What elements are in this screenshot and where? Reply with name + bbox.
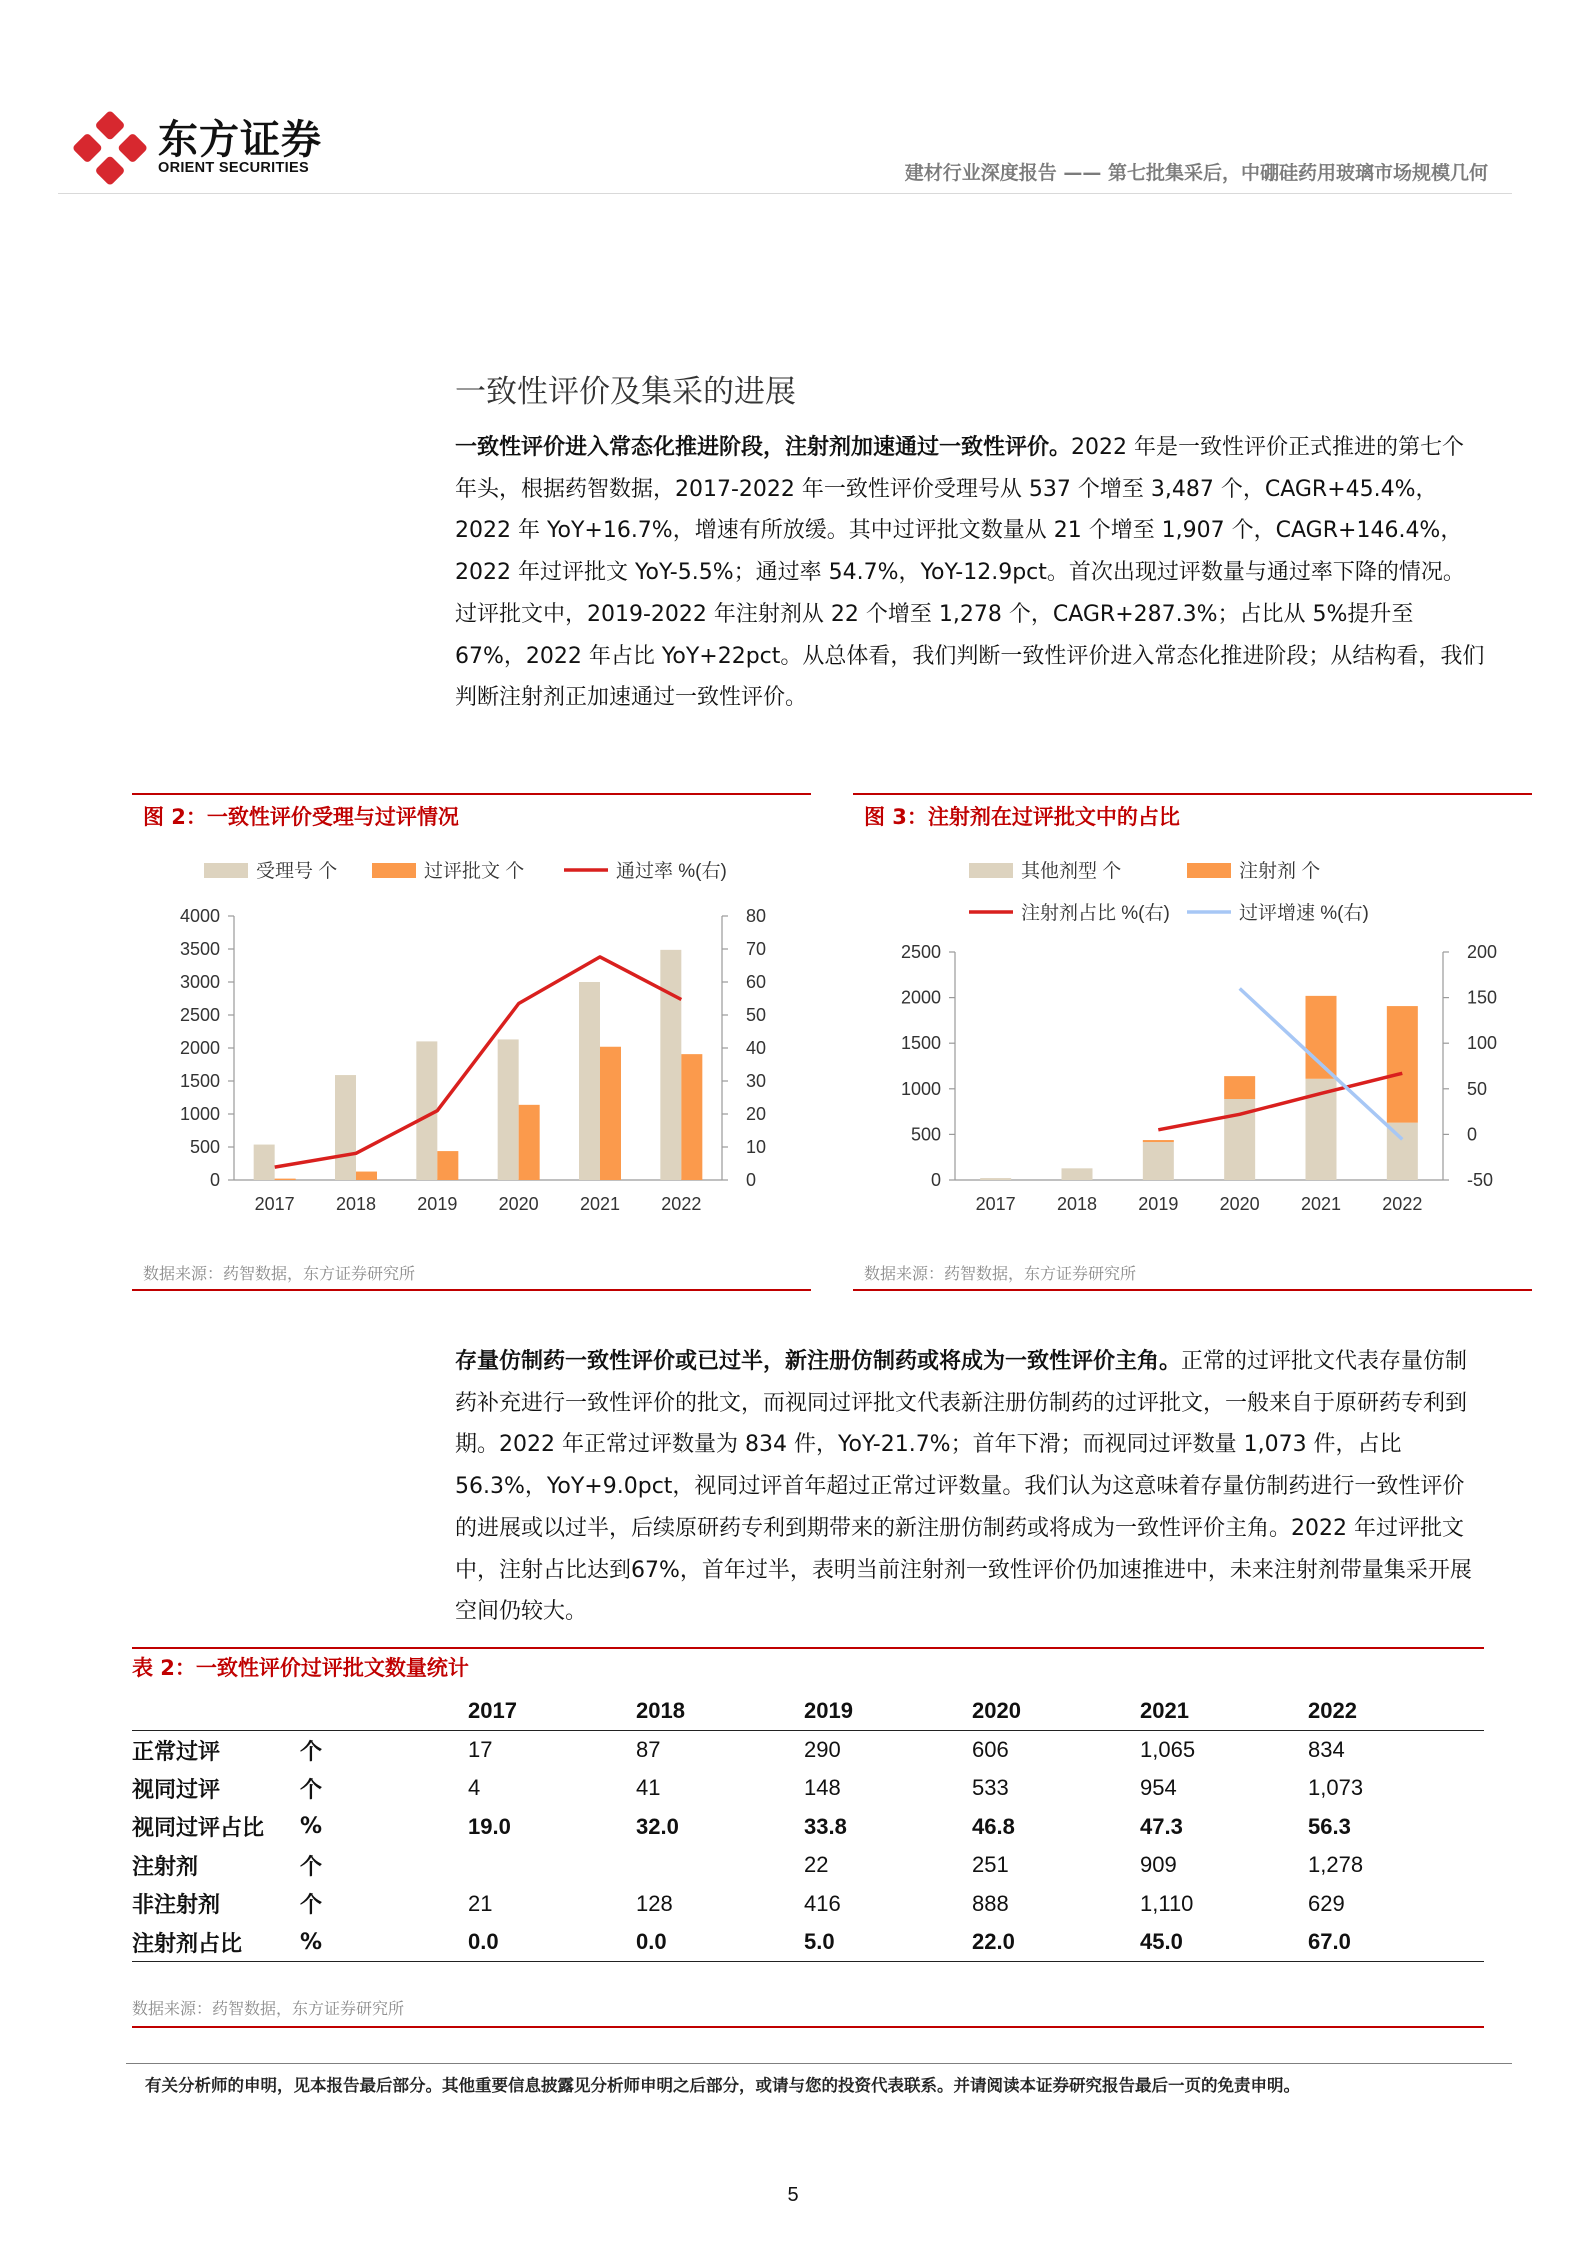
y-right-tick-label: 50 xyxy=(1467,1078,1488,1099)
table-cell: 533 xyxy=(972,1775,1009,1801)
legend-label: 过评增速 %(右) xyxy=(1239,903,1369,924)
fig2-source: 数据来源：药智数据，东方证券研究所 xyxy=(143,1264,416,1283)
table-cell: 45.0 xyxy=(1140,1923,1308,1962)
y-left-tick-label: 2500 xyxy=(900,942,941,962)
table-bottom-rule xyxy=(132,2026,1484,2028)
y-right-tick-label: 30 xyxy=(746,1071,767,1091)
table-row xyxy=(132,1731,1484,1770)
row-unit: % xyxy=(300,1923,468,1962)
table-cell: 33.8 xyxy=(804,1813,847,1839)
bar xyxy=(1143,1142,1174,1180)
header-2019: 2019 xyxy=(804,1692,972,1731)
footer-divider xyxy=(126,2063,1512,2064)
table-header-row xyxy=(132,1692,1484,1731)
x-tick-label: 2022 xyxy=(1382,1194,1423,1214)
legend-swatch xyxy=(969,863,1013,878)
brand-name-cn: 东方证券 xyxy=(158,117,322,163)
table-cell: 41 xyxy=(636,1775,661,1801)
y-left-tick-label: 1500 xyxy=(179,1071,220,1091)
table-cell: 22.0 xyxy=(972,1923,1140,1962)
table-cell: 629 xyxy=(1308,1890,1345,1916)
y-left-tick-label: 1000 xyxy=(179,1104,220,1124)
x-tick-label: 2022 xyxy=(661,1194,702,1214)
fig2-top-rule xyxy=(132,793,811,795)
x-tick-label: 2020 xyxy=(1219,1194,1260,1214)
bar xyxy=(1062,1168,1093,1180)
x-tick-label: 2019 xyxy=(417,1194,458,1214)
fig2-chart xyxy=(132,845,811,1257)
bar xyxy=(498,1039,519,1180)
header-2021: 2021 xyxy=(1140,1692,1308,1731)
x-tick-label: 2018 xyxy=(335,1194,377,1214)
table-cell: 128 xyxy=(636,1890,673,1916)
legend-label: 注射剂占比 %(右) xyxy=(1021,903,1170,924)
header-2022: 2022 xyxy=(1308,1692,1484,1731)
paragraph-1-body: 2022 年是一致性评价正式推进的第七个年头，根据药智数据，2017-2022 年一致性评价受理号从 537 个增至 3,487 个，CAGR+45.4%，2022 年 YoY+16.7%，增速有所放缓。其中过评批文数量从 21 个增至 1,907 个，CAGR+146.4%，2022 年过评批文 YoY-5.5%；通过率 54.7%，YoY-12.9pct。首次出现过评数量与通过率下降的情况。过评批文中，2019-2022 年注射剂从 22 个增至 1,278 个，CAGR+287.3%；占比从 5%提升至 67%，2022 年占比 YoY+22pct。从总体看，我们判断一致性评价进入常态化推进阶段；从结构看，我们判断注射剂正加速通过一致性评价。 xyxy=(455,435,1485,711)
x-tick-label: 2018 xyxy=(1056,1194,1098,1214)
paragraph-1-lead: 一致性评价进入常态化推进阶段，注射剂加速通过一致性评价。 xyxy=(455,435,1072,460)
header-unit-blank xyxy=(300,1692,468,1731)
header-blank xyxy=(132,1692,300,1731)
x-tick-label: 2019 xyxy=(1138,1194,1179,1214)
y-right-tick-label: 100 xyxy=(1467,1033,1498,1054)
orient-securities-logo-icon xyxy=(70,108,150,188)
table-cell: 909 xyxy=(1140,1852,1177,1878)
y-left-tick-label: 4000 xyxy=(179,906,220,926)
table-cell: 0.0 xyxy=(468,1923,636,1962)
y-right-tick-label: 0 xyxy=(746,1170,757,1190)
legend-label: 过评批文 个 xyxy=(424,861,525,882)
fig3-chart xyxy=(853,845,1532,1257)
legend-label: 其他剂型 个 xyxy=(1021,861,1122,882)
header-2017: 2017 xyxy=(468,1692,636,1731)
y-left-tick-label: 1500 xyxy=(900,1033,941,1054)
y-right-tick-label: 40 xyxy=(746,1038,767,1058)
bar xyxy=(519,1105,540,1180)
header-divider xyxy=(58,193,1512,194)
bar xyxy=(356,1172,377,1180)
y-left-tick-label: 1000 xyxy=(900,1078,941,1099)
table-body xyxy=(132,1731,1484,1962)
row-label: 注射剂占比 xyxy=(132,1923,300,1962)
table-cell: 251 xyxy=(972,1852,1009,1878)
brand-name-en: ORIENT SECURITIES xyxy=(158,160,309,176)
legend-swatch xyxy=(204,863,248,878)
table-cell: 46.8 xyxy=(972,1813,1015,1839)
y-right-tick-label: 200 xyxy=(1467,942,1498,962)
bar xyxy=(275,1179,296,1180)
table-cell: 56.3 xyxy=(1308,1813,1351,1839)
table-cell: 1,065 xyxy=(1140,1737,1196,1762)
table-cell: 87 xyxy=(636,1737,661,1762)
y-left-tick-label: 2000 xyxy=(900,987,941,1008)
y-left-tick-label: 3500 xyxy=(179,939,220,959)
table-cell: 290 xyxy=(804,1737,841,1762)
table-cell: 47.3 xyxy=(1140,1813,1183,1839)
table-cell xyxy=(636,1846,804,1885)
bar xyxy=(681,1054,702,1180)
fig2-caption: 图 2：一致性评价受理与过评情况 xyxy=(143,805,459,829)
table-cell: 21 xyxy=(468,1890,493,1916)
table-row xyxy=(132,1808,1484,1847)
bar xyxy=(254,1145,275,1180)
table-row xyxy=(132,1846,1484,1885)
table-cell xyxy=(468,1846,636,1885)
table-row xyxy=(132,1885,1484,1924)
legend-label: 通过率 %(右) xyxy=(616,861,727,882)
table-cell: 834 xyxy=(1308,1737,1345,1762)
table-cell: 416 xyxy=(804,1890,841,1916)
y-left-tick-label: 0 xyxy=(930,1170,941,1190)
fig3-caption: 图 3：注射剂在过评批文中的占比 xyxy=(864,805,1180,829)
paragraph-2 xyxy=(455,1341,1485,1633)
row-label: 视同过评占比 xyxy=(132,1816,265,1842)
bar xyxy=(335,1075,356,1180)
legend-swatch xyxy=(1187,863,1231,878)
table-cell: 954 xyxy=(1140,1775,1177,1801)
row-unit: 个 xyxy=(300,1777,323,1803)
table-cell: 17 xyxy=(468,1737,493,1762)
report-title: 建材行业深度报告 —— 第七批集采后，中硼硅药用玻璃市场规模几何 xyxy=(904,162,1488,184)
table-cell: 606 xyxy=(972,1737,1009,1762)
table-cell: 32.0 xyxy=(636,1813,679,1839)
row-label: 正常过评 xyxy=(132,1739,221,1765)
row-unit: % xyxy=(300,1814,323,1840)
row-label: 注射剂 xyxy=(132,1854,199,1880)
disclaimer: 有关分析师的申明，见本报告最后部分。其他重要信息披露见分析师申明之后部分，或请与您的投资代表联系。并请阅读本证券研究报告最后一页的免责申明。 xyxy=(145,2076,1300,2095)
section-heading: 一致性评价及集采的进展 xyxy=(455,374,796,410)
table-row xyxy=(132,1769,1484,1808)
y-left-tick-label: 0 xyxy=(209,1170,220,1190)
y-right-tick-label: 20 xyxy=(746,1104,767,1124)
paragraph-1 xyxy=(455,427,1485,719)
table-cell: 1,110 xyxy=(1140,1890,1194,1916)
bar xyxy=(1143,1140,1174,1142)
x-tick-label: 2020 xyxy=(498,1194,539,1214)
legend-label: 注射剂 个 xyxy=(1239,861,1321,882)
series-line xyxy=(1158,1073,1402,1130)
table-cell: 148 xyxy=(804,1775,841,1801)
y-left-tick-label: 2500 xyxy=(179,1005,220,1025)
table-cell: 22 xyxy=(804,1852,829,1878)
table-cell: 5.0 xyxy=(804,1923,972,1962)
bar xyxy=(437,1151,458,1180)
fig3-source: 数据来源：药智数据，东方证券研究所 xyxy=(864,1264,1137,1283)
y-left-tick-label: 500 xyxy=(910,1124,941,1145)
data-table xyxy=(132,1692,1484,1962)
y-right-tick-label: 10 xyxy=(746,1137,767,1157)
table-cell: 4 xyxy=(468,1775,481,1801)
row-label: 视同过评 xyxy=(132,1777,221,1803)
x-tick-label: 2021 xyxy=(1300,1194,1342,1214)
x-tick-label: 2021 xyxy=(579,1194,621,1214)
y-right-tick-label: 50 xyxy=(746,1005,767,1025)
table-cell: 0.0 xyxy=(636,1923,804,1962)
bar xyxy=(1387,1006,1418,1123)
paragraph-2-lead: 存量仿制药一致性评价或已过半，新注册仿制药或将成为一致性评价主角。 xyxy=(455,1349,1182,1374)
table-cell: 1,073 xyxy=(1308,1775,1364,1801)
fig3-bottom-rule xyxy=(853,1289,1532,1291)
paragraph-2-body: 正常的过评批文代表存量仿制药补充进行一致性评价的批文，而视同过评批文代表新注册仿制药的过评批文，一般来自于原研药专利到期。2022 年正常过评数量为 834 件，YoY-21.7%；首年下滑；而视同过评数量 1,073 件，占比 56.3%，YoY+9.0pct，视同过评首年超过正常过评数量。我们认为这意味着存量仿制药进行一致性评价的进展或以过半，后续原研药专利到期带来的新注册仿制药或将成为一致性评价主角。2022 年过评批文中，注射占比达到67%，首年过半，表明当前注射剂一致性评价仍加速推进中，未来注射剂带量集采开展空间仍较大。 xyxy=(455,1349,1472,1625)
page-number: 5 xyxy=(787,2184,799,2206)
table-cell: 1,278 xyxy=(1308,1852,1364,1878)
legend-swatch xyxy=(372,863,416,878)
row-unit: 个 xyxy=(300,1854,323,1880)
header-2018: 2018 xyxy=(636,1692,804,1731)
y-left-tick-label: 3000 xyxy=(179,972,220,992)
table-caption: 表 2：一致性评价过评批文数量统计 xyxy=(132,1656,469,1680)
table-cell: 888 xyxy=(972,1890,1009,1916)
y-left-tick-label: 2000 xyxy=(179,1038,220,1058)
table-cell: 67.0 xyxy=(1308,1923,1484,1962)
row-label: 非注射剂 xyxy=(132,1893,221,1919)
row-unit: 个 xyxy=(300,1739,323,1765)
x-tick-label: 2017 xyxy=(975,1194,1016,1214)
y-right-tick-label: 150 xyxy=(1467,987,1498,1008)
table-cell: 19.0 xyxy=(468,1813,511,1839)
bar xyxy=(980,1178,1011,1180)
fig3-top-rule xyxy=(853,793,1532,795)
y-right-tick-label: 80 xyxy=(746,906,767,926)
bar xyxy=(660,950,681,1180)
legend-label: 受理号 个 xyxy=(256,861,338,882)
fig2-bottom-rule xyxy=(132,1289,811,1291)
table-row xyxy=(132,1923,1484,1962)
header-2020: 2020 xyxy=(972,1692,1140,1731)
y-right-tick-label: 70 xyxy=(746,939,767,959)
bar xyxy=(1224,1076,1255,1099)
y-right-tick-label: -50 xyxy=(1467,1170,1494,1190)
y-left-tick-label: 500 xyxy=(189,1137,220,1157)
table-top-rule xyxy=(132,1647,1484,1649)
x-tick-label: 2017 xyxy=(254,1194,295,1214)
y-right-tick-label: 0 xyxy=(1467,1124,1478,1145)
table-source: 数据来源：药智数据，东方证券研究所 xyxy=(132,1999,405,2018)
y-right-tick-label: 60 xyxy=(746,972,767,992)
bar xyxy=(579,982,600,1180)
row-unit: 个 xyxy=(300,1893,323,1919)
bar xyxy=(600,1047,621,1180)
